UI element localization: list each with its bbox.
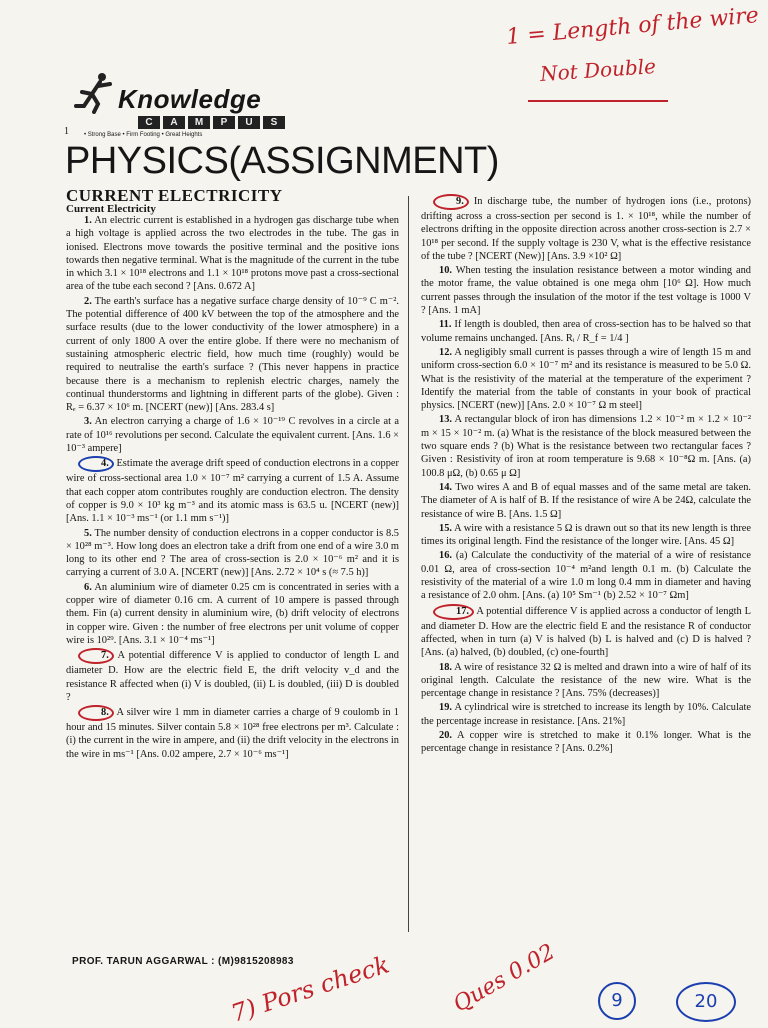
question-number: 2. xyxy=(84,295,92,307)
question-number: 18. xyxy=(439,661,452,673)
handwritten-circled-number: 20 xyxy=(676,982,736,1022)
question-item xyxy=(421,729,751,756)
page-title: PHYSICS(ASSIGNMENT) xyxy=(65,140,499,182)
question-number: 13. xyxy=(439,414,452,426)
question-item xyxy=(421,549,751,602)
question-text: A cylindrical wire is stretched to increase its length by 10%. Calculate the percentage increase in resistance. [Ans. 21%] xyxy=(421,702,751,727)
question-item xyxy=(66,705,399,761)
question-item xyxy=(421,661,751,701)
handwritten-underline xyxy=(528,100,668,102)
logo-wordmark: Knowledge xyxy=(118,84,262,114)
question-number: 12. xyxy=(439,346,452,358)
question-item xyxy=(66,214,399,294)
question-item xyxy=(421,413,751,479)
question-item xyxy=(66,527,399,580)
knowledge-campus-logo xyxy=(62,70,302,140)
question-item xyxy=(421,701,751,728)
question-text: When testing the insulation resistance between a motor winding and the motor frame, the value obtained is one mega ohm [10⁶ Ω]. How much current passes through the insulation of the motor if the test voltage is 1000 V ? [Ans. 1 mA] xyxy=(421,265,751,317)
question-item xyxy=(421,346,751,412)
logo-campus-letter: P xyxy=(213,116,235,129)
question-number: 7. xyxy=(78,648,114,664)
question-number: 20. xyxy=(439,729,452,741)
question-text: A potential difference V is applied across a conductor of length L and diameter D. How are the electric field E and the resistance R of conductor affected, when in turn (a) V is halved (b) L is halved and (c) D is halved ? [Ans. (a) halved, (b) doubled, (c) one-fourth] xyxy=(421,605,751,659)
question-number: 4. xyxy=(78,456,114,472)
question-number: 3. xyxy=(84,416,92,428)
question-item xyxy=(421,481,751,521)
handwritten-bottom-note-left: 7) Pors check xyxy=(227,950,393,1028)
question-text: A wire with a resistance 5 Ω is drawn out so that its new length is three times its original length. Find the resistance of the longer wire. [Ans. 45 Ω] xyxy=(421,522,751,548)
question-number: 16. xyxy=(439,550,452,562)
question-number: 6. xyxy=(84,581,92,593)
question-number: 5. xyxy=(84,527,92,539)
question-text: (a) Calculate the conductivity of the material of a wire of resistance 0.01 Ω, area of cross-section 10⁻⁴ m²and length 0.1 m. (b) Calculate the resistivity of the material of a wire 1.0 m long 0.4 mm in diameter and having a resistance of 2.0 ohm. [Ans. (a) 10⁵ Sm⁻¹ (b) 2.52 × 10⁻⁷ Ωm] xyxy=(421,550,751,602)
question-number: 19. xyxy=(439,702,452,714)
question-text: If length is doubled, then area of cross-section has to be halved so that volume remains unchanged. [Ans. Rᵢ / R_f = 1/4 ] xyxy=(421,319,751,344)
question-number: 15. xyxy=(439,522,452,534)
question-text: A rectangular block of iron has dimensions 1.2 × 10⁻² m × 1.2 × 10⁻² m × 15 × 10⁻² m. (a) What is the resistance of the block measured between the two square ends ? (b) What is the resistance between two rectangular faces ? Given : Resistivity of iron at room temperature is 9.68 × 10⁻⁸Ω m. [Ans. (a) 100.8 μΩ, (b) 0.65 μ Ω] xyxy=(421,414,752,479)
right-column xyxy=(421,194,751,757)
logo-campus-strip xyxy=(138,116,338,129)
question-item xyxy=(66,648,399,704)
handwritten-note-line2: Not Double xyxy=(539,53,657,87)
question-number: 1. xyxy=(84,215,92,226)
question-text: A silver wire 1 mm in diameter carries a charge of 9 coulomb in 1 hour and 15 minutes. Silver contain 5.8 × 10²⁸ free electrons per m³. Calculate : (i) the current in the wire in ampere, and (ii) the drift velocity in the electrons in the wire in ms⁻¹ [Ans. 0.02 ampere, 2.7 × 10⁻⁶ ms⁻¹] xyxy=(66,707,399,760)
logo-campus-letter: A xyxy=(163,116,185,129)
question-item xyxy=(66,415,399,455)
question-item xyxy=(66,295,399,415)
logo-tagline: • Strong Base • Firm Footing • Great Heights xyxy=(84,132,203,138)
question-text: In discharge tube, the number of hydrogen ions (i.e., protons) drifting across a cross-section per second is 1. × 10¹⁸, while the number of electrons drifting in the opposite direction across another cross-section is 2.7 × 10¹⁸ per second. If the supply voltage is 230 V, what is the effective resistance of the tube ? [NCERT (New)] [Ans. 3.9 ×10² Ω] xyxy=(421,196,751,262)
question-text: The number density of conduction electrons in a copper conductor is 8.5 × 10²⁸ m⁻³. How long does an electron take a drift from one end of a wire 3.0 m long to its other end ? The area of cross-section is 2.0 × 10⁻⁶ m² and it is carrying a current of 3.0 A. [NCERT (new)] [Ans. 2.72 × 10⁴ s (≈ 7.5 h)] xyxy=(66,527,399,579)
left-column xyxy=(66,214,399,762)
handwritten-circled-number: 9 xyxy=(598,982,636,1020)
question-text: An aluminium wire of diameter 0.25 cm is concentrated in series with a copper wire of diameter 0.16 cm. A current of 10 ampere is passed through them. Fin (a) current density in aluminium wire, (b) drift velocity of electrons in copper wire. Given : the number of free electrons per unit volume of copper wire is 10²⁹. [Ans. 3.1 × 10⁻⁴ ms⁻¹] xyxy=(66,581,399,646)
handwritten-note-line1: 1 = Length of the wire xyxy=(505,3,760,50)
logo-campus-letter: M xyxy=(188,116,210,129)
question-item xyxy=(421,318,751,345)
question-item xyxy=(66,581,399,647)
question-number: 9. xyxy=(433,194,469,210)
question-number: 17. xyxy=(433,604,474,620)
question-text: The earth's surface has a negative surface charge density of 10⁻⁹ C m⁻². The potential difference of 400 kV between the top of the atmosphere and the surface results (due to the lower conductivity of the lower atmosphere) in a current of only 1800 A over the entire globe. If there were no mechanism of sustaining atmospheric electric field, how much time (roughly) would be required to neutralise the earth's surface ? (This never happens in practice because there is a mechanism to replenish electric charges, namely the continual thunderstorms and lightning in different parts of the globe). Given : Rₑ = 6.37 × 10⁶ m. [NCERT (new)] [Ans. 283.4 s] xyxy=(66,295,399,414)
column-divider xyxy=(408,196,409,932)
logo-campus-letter: S xyxy=(263,116,285,129)
question-text: Estimate the average drift speed of conduction electrons in a copper wire of cross-sectional area 1.0 × 10⁻⁷ m² carrying a current of 1.5 A. Assume that each copper atom contributes roughly are conduction electron. The density of copper is 9.0 × 10³ kg m⁻³ and its atomic mass is 63.5 u. [NCERT (new)] [Ans. 1.1 × 10⁻³ ms⁻¹ (or 1.1 mm s⁻¹)] xyxy=(66,458,399,525)
author-footer: PROF. TARUN AGGARWAL : (M)9815208983 xyxy=(72,956,294,967)
logo-campus-letter: U xyxy=(238,116,260,129)
runner-figure-icon xyxy=(72,70,116,114)
subchapter-title: Current Electricity xyxy=(66,203,156,215)
question-text: A potential difference V is applied to conductor of length L and diameter D. How are the electric field E, the drift velocity v_d and the resistance R affected when (i) V is doubled, (ii) L is doubled, (iii) D is doubled ? xyxy=(66,650,399,703)
question-text: An electric current is established in a hydrogen gas discharge tube when a high voltage is applied across the two electrodes in the tube. The gas in ionised. Electrons move towards the positive terminal and the positive ions towards then negative terminal. What is the magnitude of the current in the tube in which 3.1 × 10¹⁸ electrons and 1.1 × 10¹⁸ protons move past a cross-sectional area of the tube each second ? [Ans. 0.672 A] xyxy=(66,215,400,293)
question-number: 14. xyxy=(439,481,452,493)
question-text: An electron carrying a charge of 1.6 × 10⁻¹⁹ C revolves in a circle at a rate of 10¹⁶ revolutions per second. Calculate the equivalent current. [Ans. 1.6 × 10⁻³ ampere] xyxy=(66,416,399,455)
question-number: 11. xyxy=(439,319,452,331)
question-item xyxy=(66,456,399,525)
logo-campus-letter: C xyxy=(138,116,160,129)
question-item xyxy=(421,522,751,549)
page-number: 1 xyxy=(64,126,69,137)
question-text: A wire of resistance 32 Ω is melted and drawn into a wire of half of its original length. Calculate the resistance of the new wire. What is the percentage change in resistance ? [Ans. 75% (decreases)] xyxy=(421,661,751,700)
question-item xyxy=(421,194,751,263)
question-number: 8. xyxy=(78,705,114,721)
question-text: A negligibly small current is passes through a wire of length 15 m and uniform cross-section 6.0 × 10⁻⁷ m² and its resistance is measured to be 5.0 Ω. What is the resistivity of the material at the temperature of the experiment ? Identify the material from the table of constants in your book of practical physics. [NCERT (new)] [Ans. 2.0 × 10⁻⁷ Ω m steel] xyxy=(421,346,752,412)
question-item xyxy=(421,604,751,660)
handwritten-bottom-note-mid: Ques 0.02 xyxy=(449,939,560,1018)
question-number: 10. xyxy=(439,265,452,277)
question-item xyxy=(421,264,751,317)
chapter-title: CURRENT ELECTRICITY xyxy=(66,186,283,205)
question-text: A copper wire is stretched to make it 0.1% longer. What is the percentage change in resistance ? [Ans. 0.2%] xyxy=(421,729,751,755)
question-text: Two wires A and B of equal masses and of the same metal are taken. The diameter of A is half of B. If the resistance of wire A be 24Ω, calculate the resistance of wire B. [Ans. 1.5 Ω] xyxy=(421,481,752,520)
